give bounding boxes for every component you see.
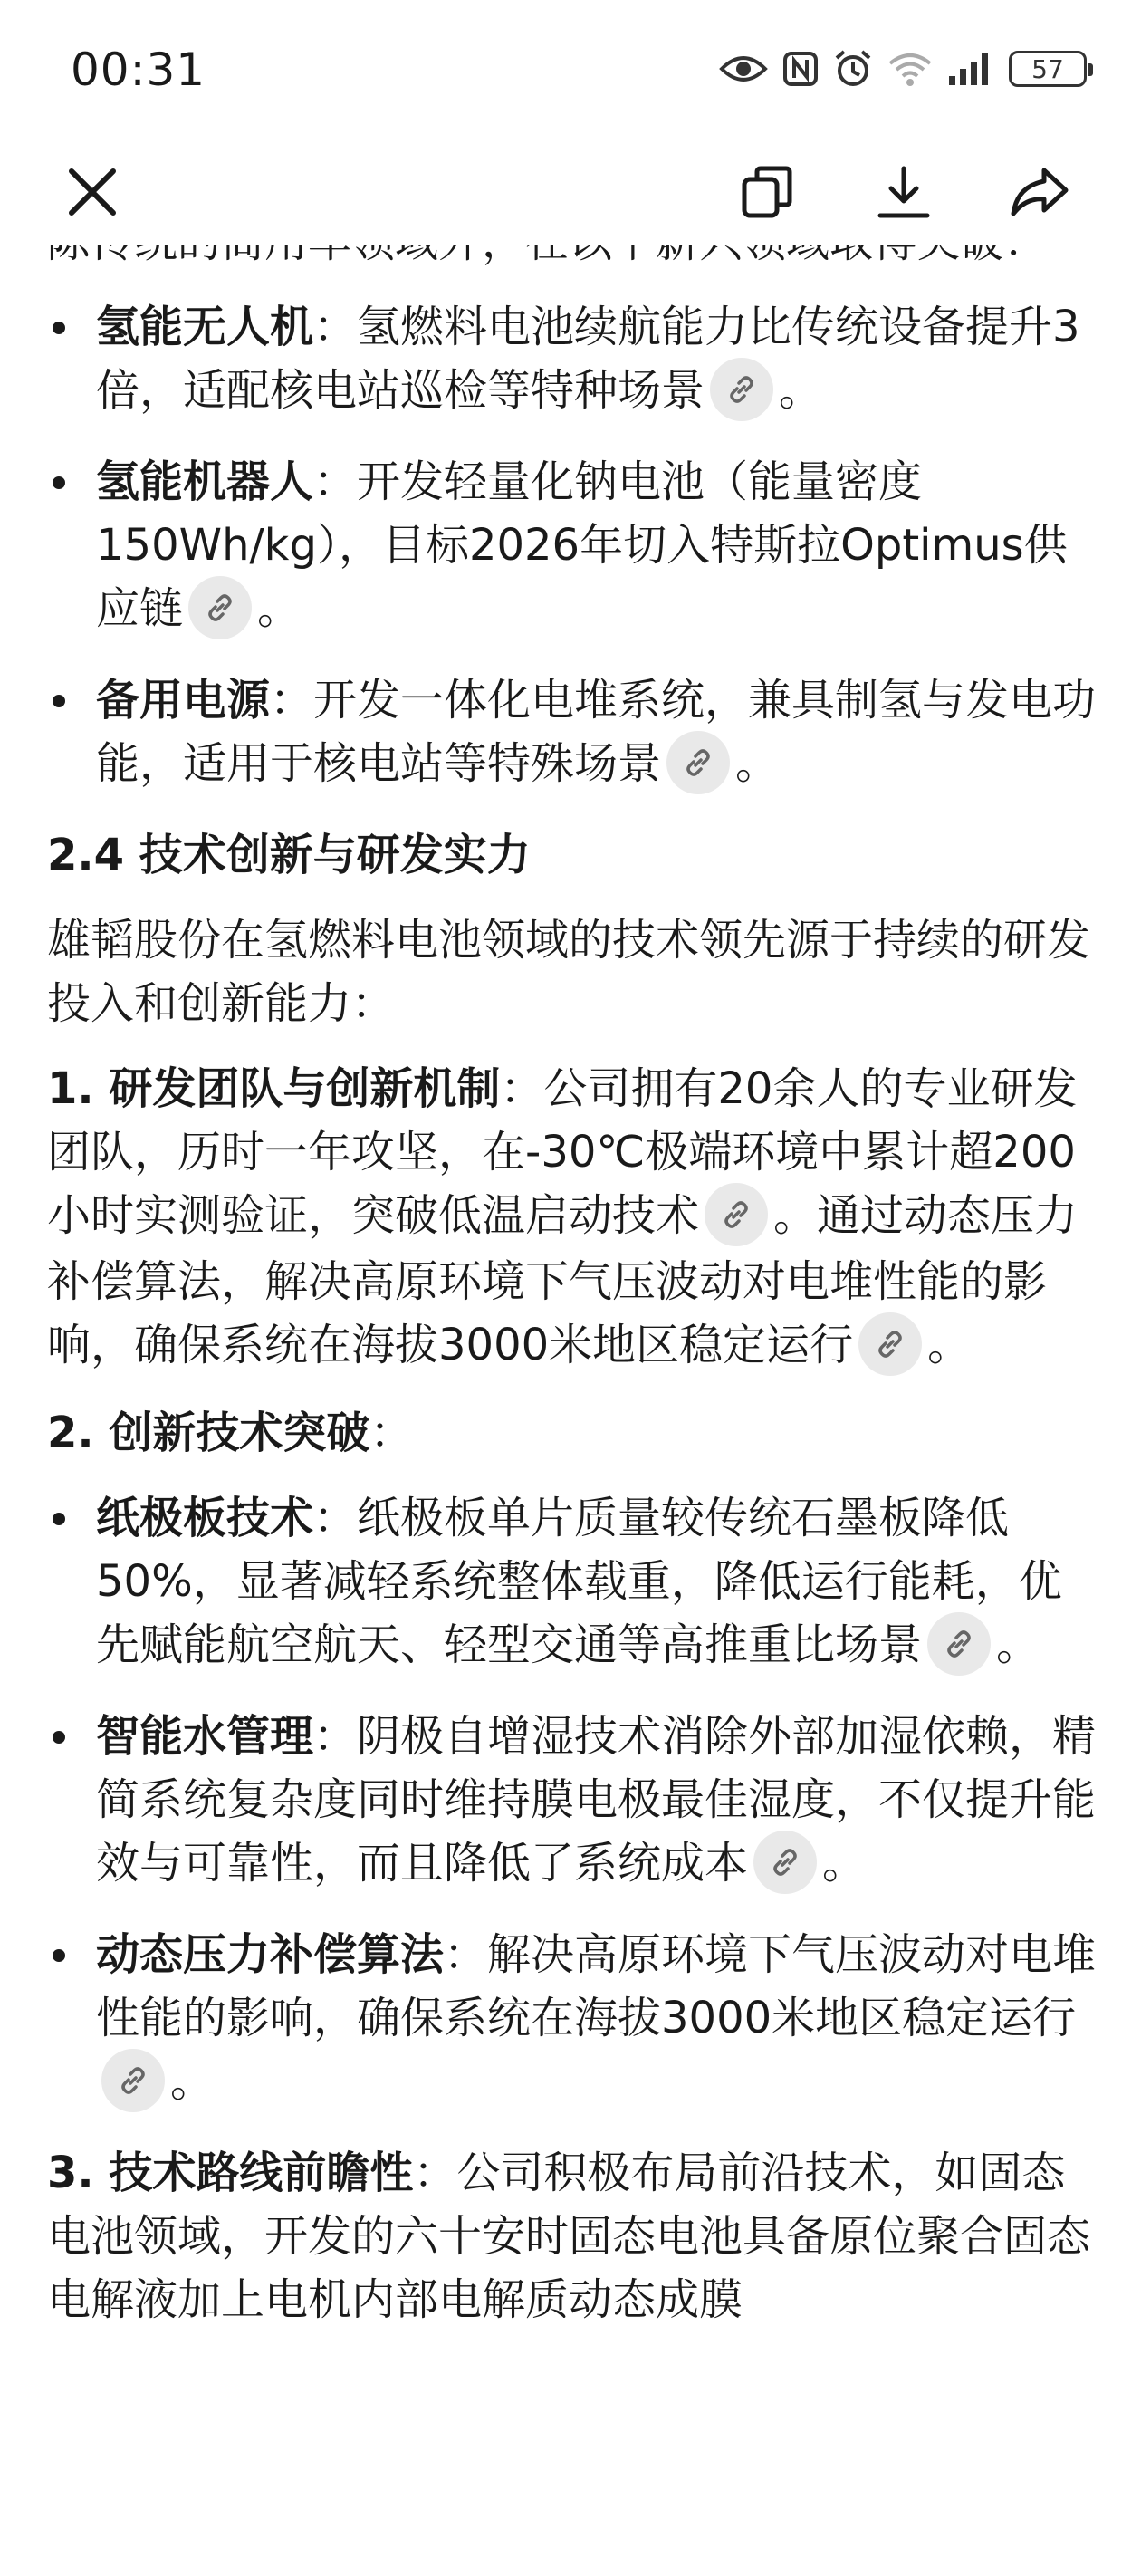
item-end: 。 bbox=[779, 365, 823, 416]
alarm-icon bbox=[833, 49, 873, 89]
item-end: 。 bbox=[996, 1620, 1040, 1670]
battery-level: 57 bbox=[1031, 53, 1064, 84]
point-text: ：公司积极布局前沿技术，如固态电池领域，开发的六十安时固态电池具备原位聚合固态电解液加上电机内部电解质动态成膜 bbox=[47, 2148, 1091, 2325]
list-item bbox=[47, 668, 1098, 798]
status-icons bbox=[719, 49, 1087, 89]
point-title: 2. 创新技术突破 bbox=[47, 1408, 370, 1458]
status-bar bbox=[0, 0, 1141, 136]
list-item bbox=[47, 1923, 1098, 2116]
link-icon bbox=[719, 1197, 753, 1232]
point-title: 3. 技术路线前瞻性 bbox=[47, 2148, 414, 2198]
item-title: 氢能机器人 bbox=[96, 457, 314, 507]
citation-link[interactable] bbox=[188, 576, 252, 639]
list-item bbox=[47, 1486, 1098, 1679]
download-icon bbox=[875, 163, 933, 221]
article-content bbox=[47, 210, 1098, 2353]
link-icon bbox=[942, 1627, 976, 1661]
point-end: 。 bbox=[927, 1320, 972, 1370]
point-2 bbox=[47, 1401, 1098, 1465]
item-text: ：解决高原环境下气压波动对电堆性能的影响，确保系统在海拔3000米地区稳定运行 bbox=[96, 1929, 1097, 2043]
item-title: 纸极板技术 bbox=[96, 1493, 314, 1543]
item-text: ：阴极自增湿技术消除外部加湿依赖，精简系统复杂度同时维持膜电极最佳湿度，不仅提升能效与可靠性，而且降低了系统成本 bbox=[96, 1711, 1097, 1889]
citation-link[interactable] bbox=[710, 358, 773, 421]
point-1 bbox=[47, 1057, 1098, 1379]
intro-paragraph: 雄韬股份在氢燃料电池领域的技术领先源于持续的研发投入和创新能力： bbox=[47, 915, 1091, 1029]
point-colon: ： bbox=[369, 1408, 414, 1458]
point-text: 。通过动态压力补偿算法，解决高原环境下气压波动对电堆性能的影响，确保系统在海拔3000米地区稳定运行 bbox=[47, 1190, 1079, 1370]
copy-icon bbox=[739, 163, 797, 221]
download-button[interactable] bbox=[868, 156, 940, 228]
list-item bbox=[47, 1705, 1098, 1898]
item-end: 。 bbox=[735, 738, 780, 789]
point-title: 1. 研发团队与创新机制 bbox=[47, 1063, 501, 1114]
top-toolbar bbox=[0, 136, 1141, 245]
status-time: 00:31 bbox=[71, 43, 206, 96]
list-item bbox=[47, 295, 1098, 425]
copy-button[interactable] bbox=[732, 156, 804, 228]
link-icon bbox=[873, 1327, 907, 1361]
citation-link[interactable] bbox=[753, 1831, 817, 1894]
item-text: ：纸极板单片质量较传统石墨板降低50%，显著减轻系统整体载重，降低运行能耗，优先赋能航空航天、轻型交通等高推重比场景 bbox=[96, 1493, 1062, 1670]
citation-link[interactable] bbox=[666, 731, 730, 794]
citation-link[interactable] bbox=[927, 1612, 991, 1676]
point-text: ：公司拥有20余人的专业研发团队，历时一年攻坚，在-30℃极端环境中累计超200小时实测验证，突破低温启动技术 bbox=[47, 1063, 1078, 1241]
link-icon bbox=[768, 1845, 802, 1879]
item-title: 动态压力补偿算法 bbox=[96, 1929, 445, 1980]
link-icon bbox=[724, 372, 759, 407]
link-icon bbox=[116, 2063, 150, 2098]
signal-icon bbox=[947, 51, 994, 87]
item-title: 备用电源 bbox=[96, 675, 271, 726]
item-title: 智能水管理 bbox=[96, 1711, 314, 1762]
item-text: ：氢燃料电池续航能力比传统设备提升3倍，适配核电站巡检等特种场景 bbox=[96, 302, 1080, 416]
nfc-icon bbox=[782, 51, 819, 87]
share-icon bbox=[1010, 165, 1069, 219]
point-3 bbox=[47, 2141, 1098, 2331]
eye-icon bbox=[719, 53, 768, 85]
citation-link[interactable] bbox=[858, 1312, 922, 1376]
tech-list bbox=[47, 1486, 1098, 2116]
close-button[interactable] bbox=[56, 156, 129, 228]
item-text: ：开发轻量化钠电池（能量密度150Wh/kg），目标2026年切入特斯拉Optimus供应链 bbox=[96, 457, 1068, 634]
close-icon bbox=[66, 166, 119, 218]
citation-link[interactable] bbox=[705, 1183, 768, 1246]
item-end: 。 bbox=[257, 583, 302, 634]
item-title: 氢能无人机 bbox=[96, 302, 314, 352]
section-heading: 2.4 技术创新与研发实力 bbox=[47, 830, 531, 880]
link-icon bbox=[203, 591, 237, 625]
list-item bbox=[47, 450, 1098, 643]
wifi-icon bbox=[887, 51, 933, 87]
share-button[interactable] bbox=[1003, 156, 1076, 228]
item-end: 。 bbox=[822, 1838, 867, 1889]
item-end: 。 bbox=[170, 2056, 215, 2107]
link-icon bbox=[681, 745, 715, 780]
citation-link[interactable] bbox=[101, 2049, 165, 2112]
application-list bbox=[47, 295, 1098, 798]
battery-icon bbox=[1009, 51, 1087, 87]
item-text: ：开发一体化电堆系统，兼具制氢与发电功能，适用于核电站等特殊场景 bbox=[96, 675, 1097, 789]
